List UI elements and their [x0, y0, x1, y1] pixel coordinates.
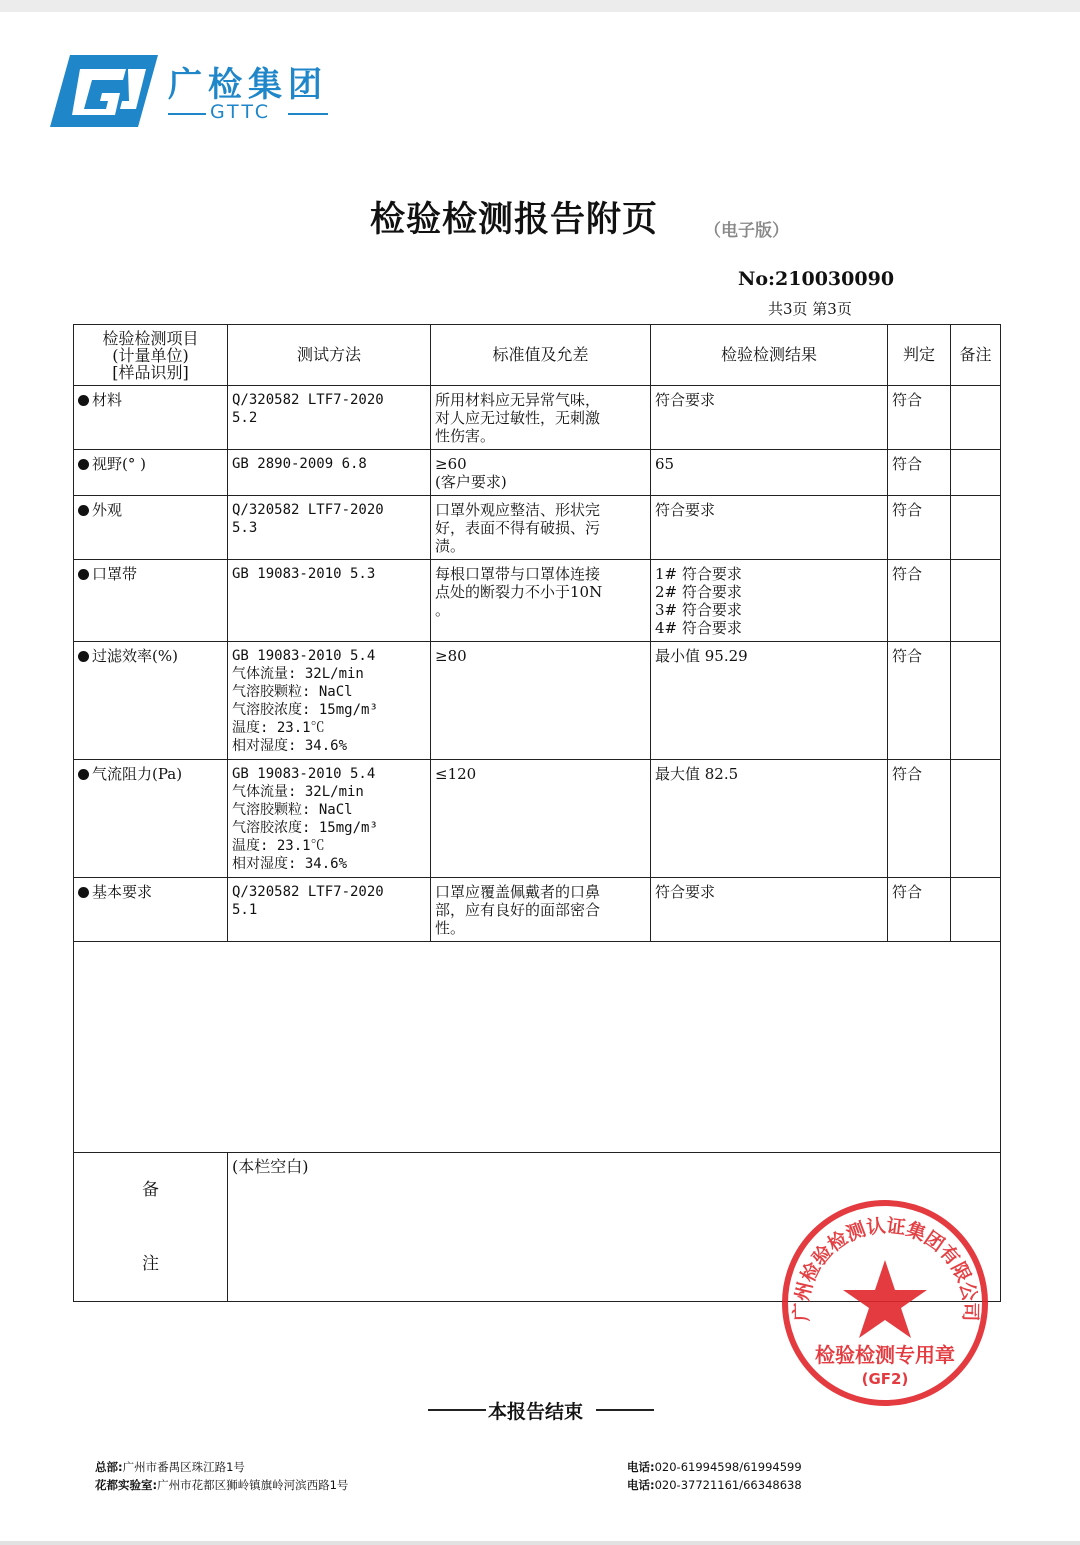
blank-area-row	[74, 942, 1001, 1153]
row-result: 最大值 82.5	[651, 760, 888, 878]
header-standard: 标准值及允差	[431, 325, 651, 386]
footer-lab-phone	[627, 1477, 802, 1493]
row-remark	[951, 496, 1001, 560]
logo-line-left	[168, 113, 206, 115]
edition-label: （电子版）	[704, 221, 789, 241]
header-judgement: 判定	[888, 325, 951, 386]
row-judgement: 符合	[888, 450, 951, 496]
row-item	[74, 386, 228, 450]
notes-label-2: 注	[142, 1254, 159, 1274]
row-standard: 口罩外观应整洁、形状完 好，表面不得有破损、污 渍。	[431, 496, 651, 560]
table-row	[74, 642, 1001, 760]
page-count: 共3页 第3页	[768, 300, 852, 318]
row-remark	[951, 450, 1001, 496]
row-remark	[951, 760, 1001, 878]
footer-hq-label: 总部:	[95, 1460, 123, 1474]
top-bar	[0, 0, 1080, 12]
footer-hq-phone-label: 电话:	[627, 1460, 655, 1474]
row-item-label: 外观	[92, 501, 123, 519]
row-result: 符合要求	[651, 496, 888, 560]
row-item-label: 基本要求	[92, 883, 153, 901]
table-row	[74, 450, 1001, 496]
row-item	[74, 878, 228, 942]
row-item	[74, 760, 228, 878]
blank-area	[74, 942, 1001, 1153]
table-row	[74, 878, 1001, 942]
row-standard: ≥60 (客户要求)	[431, 450, 651, 496]
row-judgement: 符合	[888, 760, 951, 878]
bullet-icon	[78, 769, 89, 780]
seal-star-icon	[843, 1260, 927, 1338]
row-result: 符合要求	[651, 878, 888, 942]
header-result: 检验检测结果	[651, 325, 888, 386]
gttc-logo-icon	[50, 55, 158, 127]
row-standard: 每根口罩带与口罩体连接 点处的断裂力不小于10N 。	[431, 560, 651, 642]
row-item	[74, 560, 228, 642]
footer-lab-phone-number: 020-37721161/66348638	[654, 1478, 802, 1492]
row-judgement: 符合	[888, 560, 951, 642]
report-number: No:210030090	[738, 268, 895, 290]
bullet-icon	[78, 651, 89, 662]
footer-hq-address: 广州市番禺区珠江路1号	[122, 1460, 245, 1474]
header-item: 检验检测项目 (计量单位) [样品识别]	[74, 325, 228, 386]
row-method: Q/320582 LTF7-2020 5.2	[228, 386, 431, 450]
logo-name-cn: 广检集团	[168, 65, 328, 105]
bullet-icon	[78, 395, 89, 406]
footer-lab-address: 广州市花都区狮岭镇旗岭河滨西路1号	[157, 1478, 349, 1492]
row-standard: 口罩应覆盖佩戴者的口鼻 部，应有良好的面部密合 性。	[431, 878, 651, 942]
row-remark	[951, 560, 1001, 642]
seal-purpose-text: 检验检测专用章	[815, 1343, 955, 1367]
footer-hq-phone	[627, 1459, 802, 1475]
table-header-row	[74, 325, 1001, 386]
notes-label-1: 备	[142, 1180, 159, 1200]
logo-name-en: GTTC	[210, 101, 272, 123]
row-standard: ≥80	[431, 642, 651, 760]
table-row	[74, 560, 1001, 642]
seal-org-text: 广州检验检测认证集团有限公司	[790, 1214, 982, 1322]
row-method: GB 2890-2009 6.8	[228, 450, 431, 496]
footer-lab-label: 花都实验室:	[95, 1478, 158, 1492]
row-item-label: 口罩带	[92, 565, 138, 583]
row-judgement: 符合	[888, 386, 951, 450]
report-end-text: 本报告结束	[488, 1401, 584, 1423]
footer-lab	[95, 1477, 348, 1493]
row-judgement: 符合	[888, 642, 951, 760]
row-standard: ≤120	[431, 760, 651, 878]
row-item	[74, 642, 228, 760]
footer-hq-phone-number: 020-61994598/61994599	[654, 1460, 802, 1474]
bullet-icon	[78, 569, 89, 580]
end-line-right	[596, 1409, 654, 1411]
row-method: GB 19083-2010 5.4 气体流量: 32L/min 气溶胶颗粒: NaCl 气溶胶浓度: 15mg/m³ 温度: 23.1℃ 相对湿度: 34.6%	[228, 760, 431, 878]
notes-label	[74, 1153, 228, 1302]
logo-line-right	[288, 113, 328, 115]
row-judgement: 符合	[888, 496, 951, 560]
bullet-icon	[78, 505, 89, 516]
company-logo	[50, 55, 340, 135]
table-row	[74, 760, 1001, 878]
row-item-label: 过滤效率(%)	[92, 647, 178, 665]
seal-code-text: (GF2)	[861, 1370, 909, 1388]
row-method: GB 19083-2010 5.4 气体流量: 32L/min 气溶胶颗粒: NaCl 气溶胶浓度: 15mg/m³ 温度: 23.1℃ 相对湿度: 34.6%	[228, 642, 431, 760]
official-seal-stamp	[780, 1198, 990, 1408]
logo-en-block	[168, 101, 378, 127]
row-result: 1# 符合要求 2# 符合要求 3# 符合要求 4# 符合要求	[651, 560, 888, 642]
row-item-label: 气流阻力(Pa)	[92, 765, 183, 783]
row-item-label: 视野(° )	[92, 455, 146, 473]
row-item-label: 材料	[92, 391, 123, 409]
footer-hq	[95, 1459, 245, 1475]
row-item	[74, 450, 228, 496]
end-line-left	[428, 1409, 486, 1411]
row-item	[74, 496, 228, 560]
row-remark	[951, 642, 1001, 760]
row-method: GB 19083-2010 5.3	[228, 560, 431, 642]
header-method: 测试方法	[228, 325, 431, 386]
row-method: Q/320582 LTF7-2020 5.3	[228, 496, 431, 560]
row-remark	[951, 386, 1001, 450]
row-standard: 所用材料应无异常气味， 对人应无过敏性，无刺激 性伤害。	[431, 386, 651, 450]
row-judgement: 符合	[888, 878, 951, 942]
row-result: 65	[651, 450, 888, 496]
table-row	[74, 386, 1001, 450]
row-method: Q/320582 LTF7-2020 5.1	[228, 878, 431, 942]
row-result: 符合要求	[651, 386, 888, 450]
row-result: 最小值 95.29	[651, 642, 888, 760]
table-row	[74, 496, 1001, 560]
bullet-icon	[78, 887, 89, 898]
header-remark: 备注	[951, 325, 1001, 386]
bullet-icon	[78, 459, 89, 470]
notes-content: (本栏空白)	[228, 1153, 1001, 1302]
footer-lab-phone-label: 电话:	[627, 1478, 655, 1492]
row-remark	[951, 878, 1001, 942]
inspection-table	[73, 324, 1001, 1302]
bottom-line	[0, 1541, 1080, 1545]
page-title: 检验检测报告附页	[370, 200, 659, 240]
